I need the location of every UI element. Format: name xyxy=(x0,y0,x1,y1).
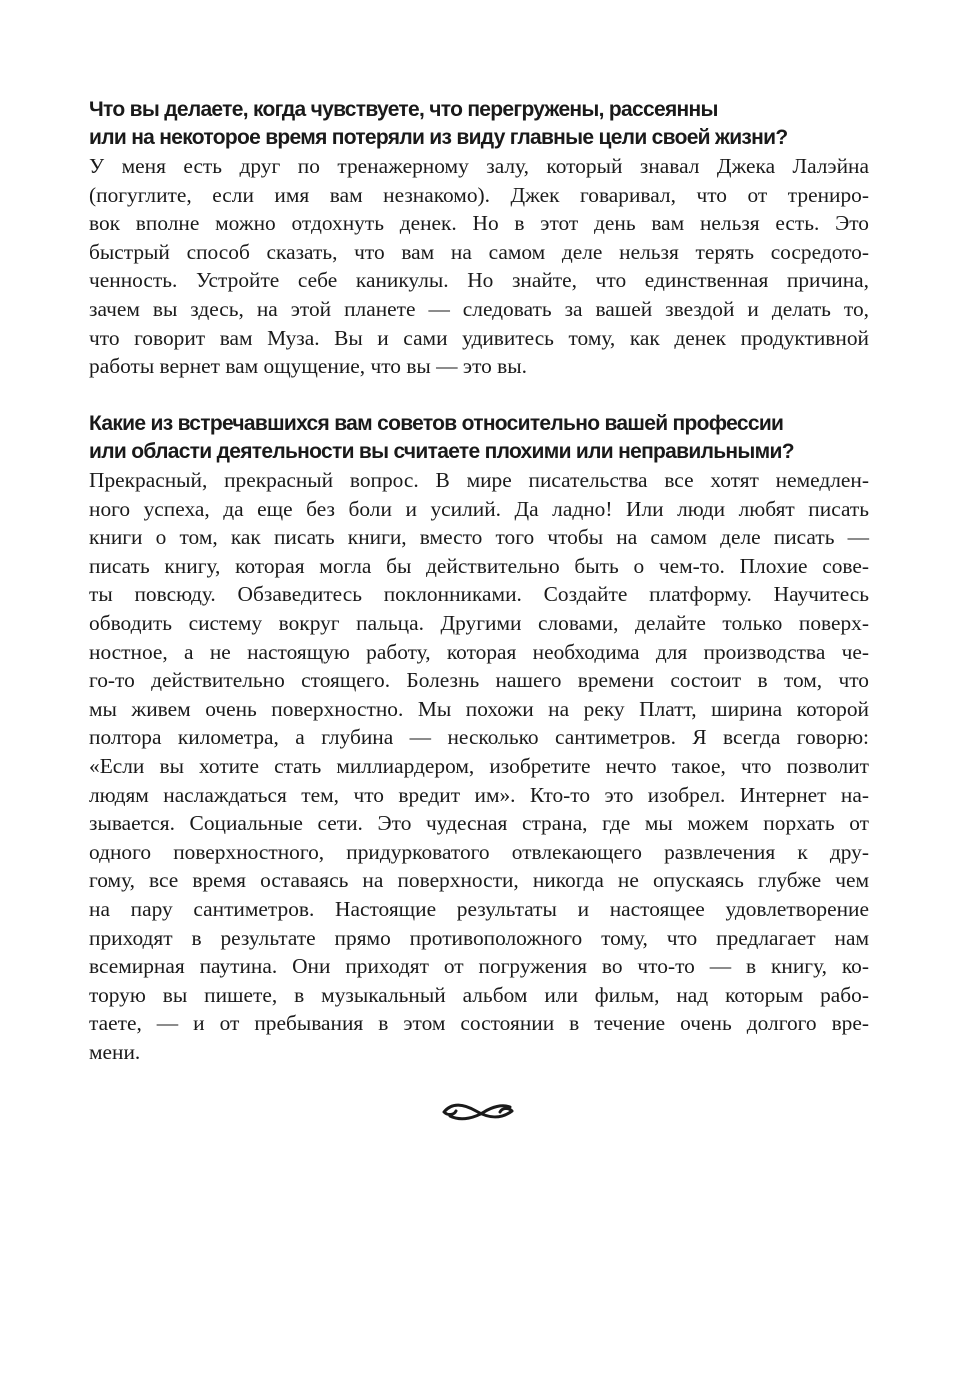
answer-line: таете, — и от пребывания в этом состоянии в течение очень долгого вре- xyxy=(89,1011,869,1036)
answer-line: го-то действительно стоящего. Болезнь нашего времени состоит в том, что xyxy=(89,668,869,693)
qa-section-2 xyxy=(89,410,869,1066)
question-line: или области деятельности вы считаете плохими или неправильными? xyxy=(89,440,794,463)
answer-line: зачем вы здесь, на этой планете — следовать за вашей звездой и делать то, xyxy=(89,296,869,321)
answer-line: зывается. Социальные сети. Это чудесная страна, где мы можем порхать от xyxy=(89,811,869,836)
answer-line: всемирная паутина. Они приходят от погружения во что-то — в книгу, ко- xyxy=(89,954,869,979)
answer-line: мы живем очень поверхностно. Мы похожи на реку Платт, ширина которой xyxy=(89,696,869,721)
answer-line: книги о том, как писать книги, вместо того чтобы на самом деле писать — xyxy=(89,525,869,550)
answer-line: «Если вы хотите стать миллиардером, изобретите нечто такое, что позволит xyxy=(89,753,869,778)
answer-line: ного успеха, да еще без боли и усилий. Да ладно! Или люди любят писать xyxy=(89,496,869,521)
answer-line: писать книгу, которая могла бы действительно быть о чем-то. Плохие сове- xyxy=(89,553,869,578)
qa-section-1 xyxy=(89,96,869,381)
answer-paragraph xyxy=(89,466,869,1066)
answer-line: ты повсюду. Обзаведитесь поклонниками. Создайте платформу. Научитесь xyxy=(89,582,869,607)
answer-line: гому, все время оставаясь на поверхности, никогда не опускаясь глубже чем xyxy=(89,868,869,893)
answer-line: на пару сантиметров. Настоящие результаты и настоящее удовлетворение xyxy=(89,896,869,921)
answer-line: Прекрасный, прекрасный вопрос. В мире писательства все хотят немедлен- xyxy=(89,468,869,492)
answer-line: полтора километра, а глубина — несколько сантиметров. Я всегда говорю: xyxy=(89,725,869,750)
answer-line: вок вполне можно отдохнуть денек. Но в этот день вам нельзя есть. Это xyxy=(89,211,869,236)
question-line: Что вы делаете, когда чувствуете, что перегружены, рассеянны xyxy=(89,98,718,121)
answer-line: людям наслаждаться тем, что вредит им». Кто-то это изобрел. Интернет на- xyxy=(89,782,869,807)
question-line: или на некоторое время потеряли из виду главные цели своей жизни? xyxy=(89,126,788,149)
answer-line: У меня есть друг по тренажерному залу, который знавал Джека Лалэйна xyxy=(89,154,869,178)
answer-line: ностное, а не настоящую работу, которая необходима для производства че- xyxy=(89,639,869,664)
answer-line: мени. xyxy=(89,1039,141,1064)
answer-line: ченность. Устройте себе каникулы. Но знайте, что единственная причина, xyxy=(89,268,869,293)
answer-line: торую вы пишете, в музыкальный альбом или фильм, над которым рабо- xyxy=(89,982,869,1007)
answer-line: быстрый способ сказать, что вам на самом деле нельзя терять сосредото- xyxy=(89,239,869,264)
answer-line: что говорит вам Муза. Вы и сами удивитесь тому, как денек продуктивной xyxy=(89,325,869,350)
swash-ornament-icon xyxy=(440,1099,516,1125)
question-line: Какие из встречавшихся вам советов относительно вашей профессии xyxy=(89,412,784,435)
answer-line: работы вернет вам ощущение, что вы — это вы. xyxy=(89,354,527,379)
question-heading xyxy=(89,96,869,152)
answer-line: (погуглите, если имя вам незнакомо). Джек говаривал, что от трениро- xyxy=(89,182,869,207)
answer-paragraph xyxy=(89,152,869,381)
answer-line: приходят в результате прямо противоположного тому, что предлагает нам xyxy=(89,925,869,950)
question-heading xyxy=(89,410,869,466)
answer-line: обводить систему вокруг пальца. Другими словами, делайте только поверх- xyxy=(89,610,869,635)
answer-line: одного поверхностного, придурковатого отвлекающего развлечения к дру- xyxy=(89,839,869,864)
